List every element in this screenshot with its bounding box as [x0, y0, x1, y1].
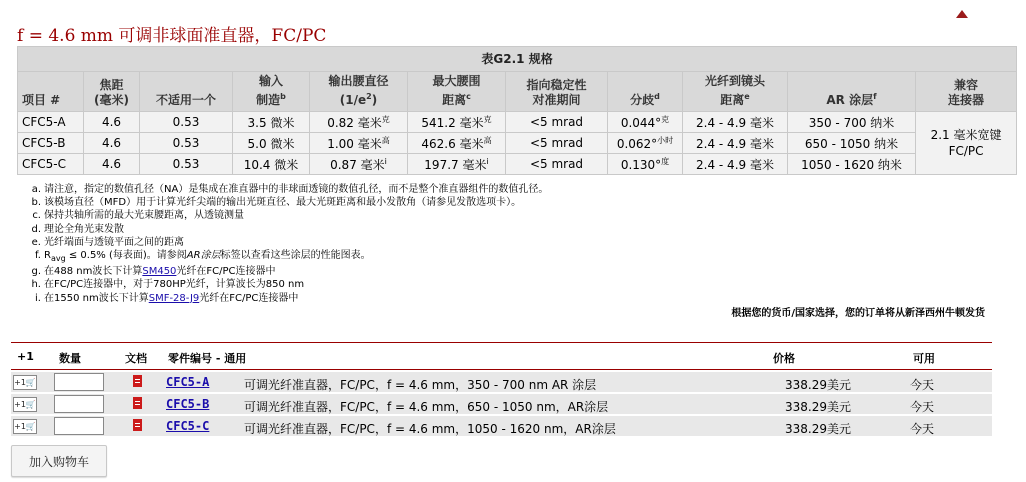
part-number-link[interactable]: CFC5-A: [166, 375, 210, 389]
quantity-input[interactable]: [54, 417, 104, 435]
footnote-marker: 小时: [657, 136, 674, 145]
header-qty: 数量: [59, 352, 81, 365]
spec-row: [18, 154, 1017, 175]
footnote: b. 该模场直径（MFD）用于计算光纤尖端的输出光斑直径、最大光斑距离和最小发散角（请参见发散选项卡）。: [31, 197, 522, 209]
footnote: a. 请注意，指定的数值孔径（NA）是集成在准直器中的非球面透镜的数值孔径，而不是整个准直器组件的数值孔径。: [31, 184, 549, 195]
spec-cell: 0.82 毫米$^克$: [310, 112, 408, 133]
spec-cell: CFC5-A: [18, 112, 84, 133]
spec-header-cell: 输出腰直径 $(1/e^2)$: [310, 72, 408, 112]
spec-header-cell: 兼容 连接器: [916, 72, 1017, 112]
spec-header-cell: 分歧$^d$: [608, 72, 683, 112]
footnote-marker: 克: [661, 115, 670, 124]
part-price: 338.29美元: [785, 400, 851, 414]
shipping-note: 根据您的货币/国家选择，您的订单将从新泽西州牛顿发货: [731, 308, 985, 319]
quantity-input[interactable]: [54, 395, 104, 413]
order-row: [11, 372, 992, 394]
header-avail: 可用: [913, 352, 935, 365]
footnote-marker: d: [654, 92, 660, 101]
spec-row: [18, 133, 1017, 154]
part-number-link[interactable]: CFC5-B: [166, 397, 210, 411]
footnote-marker: 高: [483, 135, 492, 145]
spec-header-cell: 指向稳定性 对准期间: [506, 72, 608, 112]
pdf-document-icon[interactable]: [133, 375, 142, 387]
footnote-marker: i: [384, 156, 387, 166]
spec-cell: 0.53: [140, 133, 233, 154]
pdf-document-icon[interactable]: [133, 419, 142, 431]
spec-cell: 0.044°$^克$: [608, 112, 683, 133]
footnotes: [31, 183, 548, 305]
footnote: i. 在1550 nm波长下计算SMF-28-J9光纤在FC/PC连接器中: [31, 292, 548, 305]
footnote-marker: b: [280, 92, 286, 101]
quantity-input[interactable]: [54, 373, 104, 391]
spec-header-cell: 不适用一个: [140, 72, 233, 112]
footnote: d. 理论全角光束发散: [31, 223, 124, 235]
footnote-marker: 克: [381, 114, 390, 124]
compatible-connector-cell: 2.1 毫米宽键 FC/PC: [916, 112, 1017, 175]
spec-cell: 2.4 - 4.9 毫米: [683, 133, 788, 154]
footnote-marker: 高: [381, 135, 390, 145]
footnote-key: g.: [31, 266, 41, 278]
footnote-key: b.: [31, 197, 41, 209]
part-description: 可调光纤准直器，FC/PC，f = 4.6 mm，350 - 700 nm AR 涂层: [244, 378, 597, 392]
add-to-cart-button[interactable]: 加入购物车: [11, 445, 107, 477]
spec-cell: CFC5-B: [18, 133, 84, 154]
spec-table-body: [18, 112, 1017, 175]
spec-cell: 2.4 - 4.9 毫米: [683, 154, 788, 175]
spec-cell: <5 mrad: [506, 112, 608, 133]
spec-table-caption: 表G2.1 规格: [18, 47, 1017, 72]
order-row: [11, 394, 992, 416]
part-price: 338.29美元: [785, 422, 851, 436]
spec-cell: 3.5 微米: [233, 112, 310, 133]
spec-cell: <5 mrad: [506, 133, 608, 154]
footnote-key: i.: [35, 292, 41, 304]
spec-cell: 4.6: [84, 154, 140, 175]
header-docs: 文档: [125, 352, 147, 365]
footnote-marker: i: [486, 156, 489, 166]
footnote-marker: f: [873, 92, 877, 101]
part-availability: 今天: [910, 378, 935, 392]
spec-cell: 0.130°$^度$: [608, 154, 683, 175]
spec-header-cell: 项目 #: [18, 72, 84, 112]
part-description: 可调光纤准直器，FC/PC，f = 4.6 mm，650 - 1050 nm，AR涂层: [244, 400, 609, 414]
spec-cell: 197.7 毫米$^i$: [408, 154, 506, 175]
footnote: h. 在FC/PC连接器中，对于780HP光纤，计算波长为850 nm: [31, 279, 305, 291]
header-part: 零件编号 - 通用: [168, 352, 247, 365]
fiber-link[interactable]: SM450: [142, 266, 177, 278]
spec-row: [18, 112, 1017, 133]
part-number-link[interactable]: CFC5-C: [166, 419, 210, 433]
footnote-marker: 克: [483, 114, 492, 124]
spec-cell: <5 mrad: [506, 154, 608, 175]
footnote-marker: e: [744, 92, 750, 101]
spec-cell: 0.53: [140, 112, 233, 133]
spec-header-cell: 输入 制造$^b$: [233, 72, 310, 112]
order-row: [11, 416, 992, 438]
part-price: 338.29美元: [785, 378, 851, 392]
page-title: f = 4.6 mm 可调非球面准直器，FC/PC: [17, 26, 327, 47]
spec-cell: 541.2 毫米$^克$: [408, 112, 506, 133]
spec-cell: 4.6: [84, 112, 140, 133]
order-table-header: [11, 342, 992, 370]
spec-cell: 0.062°$^{小时}$: [608, 133, 683, 154]
fiber-link[interactable]: SMF-28-J9: [148, 292, 200, 304]
spec-cell: 1.00 毫米$^高$: [310, 133, 408, 154]
spec-cell: 0.53: [140, 154, 233, 175]
spec-header-cell: 光纤到镜头 距离$^e$: [683, 72, 788, 112]
add-one-to-cart-icon[interactable]: +1🛒: [13, 419, 37, 434]
part-availability: 今天: [910, 400, 935, 414]
spec-header-row: [18, 72, 1017, 112]
add-one-to-cart-icon[interactable]: +1🛒: [13, 397, 37, 412]
footnote: c. 保持共轴所需的最大光束腰距离，从透镜测量: [32, 210, 244, 222]
header-plus1: +1: [17, 350, 34, 363]
footnote-key: a.: [31, 184, 41, 195]
spec-cell: 5.0 微米: [233, 133, 310, 154]
subscript: avg: [50, 254, 66, 264]
spec-cell: 2.4 - 4.9 毫米: [683, 112, 788, 133]
spec-header-cell: 焦距 (毫米): [84, 72, 140, 112]
spec-header-cell: 最大腰围 距离$^c$: [408, 72, 506, 112]
spec-header-cell: AR 涂层$^f$: [788, 72, 916, 112]
footnote-marker: c: [466, 92, 471, 101]
footnote-key: f.: [35, 250, 41, 262]
spec-cell: CFC5-C: [18, 154, 84, 175]
footnote-key: d.: [31, 223, 41, 235]
spec-cell: 4.6: [84, 133, 140, 154]
spec-cell: 462.6 毫米$^高$: [408, 133, 506, 154]
footnote-key: h.: [31, 279, 41, 291]
spec-cell: 350 - 700 纳米: [788, 112, 916, 133]
spec-cell: 1050 - 1620 纳米: [788, 154, 916, 175]
triangle-up-icon[interactable]: [956, 10, 968, 18]
footnote-key: e.: [31, 236, 41, 248]
ar-coating-tab-ref: AR涂层: [186, 250, 221, 262]
spec-table: [17, 46, 1017, 175]
footnote: f. $R_{avg} \le 0.5\%$ (每表面)。请参阅AR涂层标签以查看这些涂层的性能图表。: [31, 249, 548, 265]
footnote-key: c.: [32, 210, 41, 222]
superscript: 2: [366, 92, 372, 101]
pdf-document-icon[interactable]: [133, 397, 142, 409]
footnote: e. 光纤端面与透镜平面之间的距离: [31, 236, 184, 248]
part-description: 可调光纤准直器，FC/PC，f = 4.6 mm，1050 - 1620 nm，AR涂层: [244, 422, 616, 436]
add-one-to-cart-icon[interactable]: +1🛒: [13, 375, 37, 390]
footnote-marker: 度: [661, 157, 670, 166]
footnote: g. 在488 nm波长下计算SM450光纤在FC/PC连接器中: [31, 266, 276, 278]
spec-cell: 0.87 毫米$^i$: [310, 154, 408, 175]
spec-cell: 10.4 微米: [233, 154, 310, 175]
header-price: 价格: [773, 352, 795, 365]
part-availability: 今天: [910, 422, 935, 436]
spec-cell: 650 - 1050 纳米: [788, 133, 916, 154]
